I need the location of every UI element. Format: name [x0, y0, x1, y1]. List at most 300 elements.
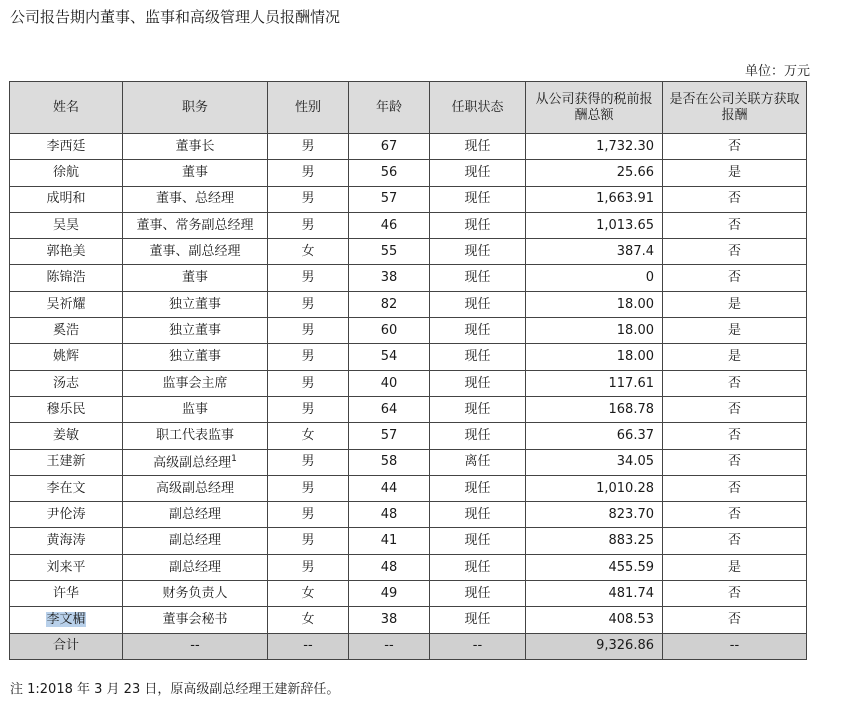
cell-age: [349, 239, 430, 265]
cell-position: [123, 239, 268, 265]
cell-name-text: 成明和: [46, 191, 86, 207]
cell-pay-text: 387.4: [616, 244, 654, 260]
cell-sex-text: 男: [301, 217, 315, 233]
cell-age: [349, 134, 430, 160]
cell-name-text: 吴祈耀: [46, 296, 86, 312]
cell-status-text: 现任: [464, 480, 491, 496]
cell-age-text: 60: [380, 322, 398, 338]
table-row: [10, 502, 807, 528]
cell-pay-text: 34.05: [616, 454, 654, 470]
cell-pay: [526, 265, 663, 291]
cell-name-text: 徐航: [52, 165, 79, 181]
table-header-row: [10, 82, 807, 134]
table-body: [10, 134, 807, 660]
cell-position: [123, 396, 268, 422]
cell-pay: [526, 212, 663, 238]
cell-pay: [526, 528, 663, 554]
cell-sex-text: 男: [301, 191, 315, 207]
cell-position-text: 董事会秘书: [162, 612, 228, 628]
cell-status-text: --: [472, 638, 483, 654]
cell-sex-text: 男: [301, 138, 315, 154]
cell-age: [349, 212, 430, 238]
cell-age: [349, 475, 430, 501]
cell-age-text: 48: [380, 507, 398, 522]
cell-name-text: 李文楣: [46, 612, 86, 628]
cell-age: [349, 396, 430, 422]
cell-related-text: 是: [727, 165, 741, 181]
table-row: [10, 528, 807, 554]
cell-position-text: 董事、总经理: [155, 191, 234, 207]
cell-name: [10, 554, 123, 580]
cell-position: [123, 449, 268, 475]
cell-pay: [526, 134, 663, 160]
cell-status-text: 现任: [464, 507, 491, 522]
cell-pay: [526, 318, 663, 344]
cell-position: [123, 291, 268, 317]
cell-age: [349, 423, 430, 449]
cell-name-text: 李西廷: [46, 138, 86, 154]
cell-status: [430, 160, 526, 186]
cell-age-text: 67: [380, 138, 398, 154]
cell-sex: [268, 449, 349, 475]
cell-related-text: 是: [727, 322, 741, 338]
cell-status: [430, 581, 526, 607]
cell-age-text: 46: [380, 217, 398, 233]
cell-related-text: --: [729, 638, 740, 654]
cell-sex: [268, 396, 349, 422]
cell-sex-text: 男: [301, 454, 315, 470]
cell-status: [430, 449, 526, 475]
cell-position: [123, 318, 268, 344]
cell-position: [123, 160, 268, 186]
cell-sex-text: 女: [301, 428, 315, 444]
cell-name: [10, 607, 123, 633]
cell-status: [430, 134, 526, 160]
cell-pay-text: 18.00: [616, 296, 654, 312]
cell-status: [430, 554, 526, 580]
cell-pay: [526, 160, 663, 186]
cell-related: [663, 633, 807, 659]
cell-pay-text: 168.78: [608, 401, 654, 417]
cell-pay-text: 1,013.65: [596, 217, 654, 233]
cell-position-text: 监事会主席: [162, 375, 228, 391]
cell-pay-text: 25.66: [616, 165, 654, 181]
page-title: 公司报告期内董事、监事和高级管理人员报酬情况: [10, 8, 341, 26]
cell-pay: [526, 186, 663, 212]
table-row: [10, 344, 807, 370]
table-row: [10, 475, 807, 501]
table-row: [10, 581, 807, 607]
table-row: [10, 370, 807, 396]
cell-pay: [526, 423, 663, 449]
cell-position-text: 高级副总经理: [155, 480, 234, 496]
cell-sex: [268, 344, 349, 370]
cell-name-text: 合计: [52, 638, 79, 654]
cell-related-text: 否: [727, 191, 741, 207]
cell-status-text: 现任: [464, 244, 491, 260]
cell-position: [123, 633, 268, 659]
cell-status: [430, 396, 526, 422]
cell-pay-text: 823.70: [608, 507, 654, 522]
cell-sex-text: 男: [301, 533, 315, 549]
cell-related-text: 否: [727, 507, 741, 522]
cell-pay: [526, 370, 663, 396]
cell-age: [349, 528, 430, 554]
cell-status-text: 现任: [464, 138, 491, 154]
cell-pay-text: 18.00: [616, 349, 654, 365]
cell-related: [663, 291, 807, 317]
cell-related: [663, 423, 807, 449]
cell-related: [663, 344, 807, 370]
cell-status-text: 现任: [464, 270, 491, 286]
cell-position: [123, 370, 268, 396]
cell-sex: [268, 502, 349, 528]
cell-position: [123, 528, 268, 554]
cell-age: [349, 291, 430, 317]
cell-name-text: 王建新: [46, 454, 86, 470]
cell-name-text: 吴昊: [52, 217, 79, 233]
cell-age-text: 41: [380, 533, 398, 549]
cell-age-text: 58: [380, 454, 398, 470]
cell-related-text: 是: [727, 559, 741, 575]
cell-sex-text: 女: [301, 585, 315, 601]
cell-age: [349, 449, 430, 475]
cell-position-text: 副总经理: [168, 533, 221, 549]
cell-name: [10, 581, 123, 607]
cell-position-text: 职工代表监事: [155, 428, 234, 444]
cell-status-text: 现任: [464, 533, 491, 549]
cell-related-text: 否: [727, 217, 741, 233]
cell-related: [663, 528, 807, 554]
cell-name-text: 尹伦涛: [46, 507, 86, 522]
cell-sex-text: 男: [301, 349, 315, 365]
cell-status: [430, 186, 526, 212]
cell-related: [663, 134, 807, 160]
cell-name: [10, 502, 123, 528]
cell-age: [349, 581, 430, 607]
cell-age-text: 44: [380, 480, 398, 496]
cell-status-text: 现任: [464, 165, 491, 181]
cell-sex: [268, 134, 349, 160]
cell-name-text: 陈锦浩: [46, 270, 86, 286]
cell-position: [123, 554, 268, 580]
cell-age-text: 48: [380, 559, 398, 575]
cell-age: [349, 633, 430, 659]
cell-related: [663, 212, 807, 238]
cell-position: [123, 607, 268, 633]
cell-sex: [268, 581, 349, 607]
table-row: [10, 291, 807, 317]
cell-age-text: 57: [380, 191, 398, 207]
cell-related: [663, 265, 807, 291]
cell-related-text: 否: [727, 533, 741, 549]
header-pay: 从公司获得的税前报酬总额: [526, 82, 663, 134]
cell-name-text: 奚浩: [52, 322, 79, 338]
cell-name-text: 姜敏: [52, 428, 79, 444]
cell-related: [663, 554, 807, 580]
header-sex: 性别: [268, 82, 349, 134]
cell-status-text: 现任: [464, 559, 491, 575]
cell-position-text: 董事长: [175, 138, 215, 154]
cell-sex: [268, 212, 349, 238]
cell-name: [10, 160, 123, 186]
cell-age-text: 54: [380, 349, 398, 365]
cell-pay-text: 1,732.30: [596, 138, 654, 154]
cell-status: [430, 423, 526, 449]
table-row: [10, 449, 807, 475]
cell-related-text: 是: [727, 349, 741, 365]
cell-related: [663, 370, 807, 396]
cell-status: [430, 607, 526, 633]
cell-name-text: 黄海涛: [46, 533, 86, 549]
cell-age-text: 40: [380, 375, 398, 391]
header-status: 任职状态: [430, 82, 526, 134]
header-related: 是否在公司关联方获取报酬: [663, 82, 807, 134]
cell-age: [349, 344, 430, 370]
unit-label: 单位：万元: [744, 64, 810, 79]
cell-name: [10, 528, 123, 554]
table-row: [10, 607, 807, 633]
cell-position-text: 董事、副总经理: [149, 244, 241, 260]
cell-pay-text: 883.25: [608, 533, 654, 549]
cell-related-text: 否: [727, 244, 741, 260]
cell-related-text: 否: [727, 138, 741, 154]
cell-name: [10, 318, 123, 344]
cell-name-text: 李在文: [46, 480, 86, 496]
table-row: [10, 212, 807, 238]
header-age: 年龄: [349, 82, 430, 134]
cell-pay: [526, 344, 663, 370]
cell-status-text: 现任: [464, 585, 491, 601]
cell-sex-text: 男: [301, 507, 315, 522]
cell-age-text: --: [384, 638, 394, 654]
cell-position: [123, 212, 268, 238]
cell-age: [349, 186, 430, 212]
cell-age: [349, 160, 430, 186]
cell-pay: [526, 291, 663, 317]
cell-name-text: 郭艳美: [46, 244, 86, 260]
table-row: [10, 186, 807, 212]
cell-pay-text: 1,010.28: [596, 480, 654, 496]
cell-pay-text: 66.37: [616, 428, 654, 444]
cell-status: [430, 291, 526, 317]
cell-related: [663, 318, 807, 344]
cell-name: [10, 239, 123, 265]
cell-pay-text: 117.61: [608, 375, 654, 391]
cell-name: [10, 134, 123, 160]
cell-sex: [268, 239, 349, 265]
cell-related: [663, 396, 807, 422]
cell-sex-text: 男: [301, 375, 315, 391]
cell-sex-text: 男: [301, 480, 315, 496]
cell-pay-text: 455.59: [608, 559, 654, 575]
cell-position: [123, 502, 268, 528]
cell-related-text: 是: [727, 296, 741, 312]
cell-related-text: 否: [727, 480, 741, 496]
cell-position: [123, 265, 268, 291]
cell-pay-text: 481.74: [608, 585, 654, 601]
cell-status-text: 现任: [464, 401, 491, 417]
table-row: [10, 134, 807, 160]
cell-position-text: 董事: [181, 165, 208, 181]
cell-position: [123, 475, 268, 501]
cell-status: [430, 502, 526, 528]
cell-status: [430, 633, 526, 659]
cell-related: [663, 502, 807, 528]
cell-position: [123, 344, 268, 370]
cell-position-text: --: [190, 638, 200, 654]
cell-sex: [268, 186, 349, 212]
cell-sex: [268, 607, 349, 633]
table-row: [10, 265, 807, 291]
cell-related-text: 否: [727, 428, 741, 444]
cell-position-text: 独立董事: [168, 349, 221, 365]
cell-status: [430, 212, 526, 238]
cell-age-text: 38: [380, 612, 398, 628]
cell-related: [663, 607, 807, 633]
cell-sex: [268, 554, 349, 580]
table-total-row: [10, 633, 807, 659]
cell-sex: [268, 475, 349, 501]
cell-position-text: 财务负责人: [162, 585, 228, 601]
cell-status: [430, 318, 526, 344]
table-row: [10, 160, 807, 186]
cell-sex-text: 女: [301, 244, 315, 260]
cell-status-text: 现任: [464, 296, 491, 312]
cell-sex-text: 男: [301, 296, 315, 312]
cell-pay-text: 408.53: [608, 612, 654, 628]
cell-age-text: 82: [380, 296, 398, 312]
cell-age-text: 57: [380, 428, 398, 444]
cell-pay-text: 0: [645, 270, 654, 286]
cell-sex: [268, 291, 349, 317]
table-row: [10, 318, 807, 344]
cell-status: [430, 370, 526, 396]
cell-related-text: 否: [727, 612, 741, 628]
footnote: 注 1:2018 年 3 月 23 日，原高级副总经理王建新辞任。: [10, 682, 340, 697]
cell-name: [10, 475, 123, 501]
cell-sex-text: --: [303, 638, 313, 654]
cell-sex-text: 男: [301, 270, 315, 286]
cell-pay-text: 18.00: [616, 322, 654, 338]
cell-name: [10, 265, 123, 291]
cell-pay: [526, 581, 663, 607]
cell-status-text: 离任: [464, 454, 491, 470]
cell-name: [10, 423, 123, 449]
cell-name-text: 姚辉: [52, 349, 79, 365]
cell-related-text: 否: [727, 401, 741, 417]
cell-age-text: 64: [380, 401, 398, 417]
cell-pay: [526, 449, 663, 475]
cell-name: [10, 396, 123, 422]
table-row: [10, 396, 807, 422]
cell-status-text: 现任: [464, 375, 491, 391]
cell-age-text: 56: [380, 165, 398, 181]
cell-status: [430, 265, 526, 291]
cell-status: [430, 528, 526, 554]
cell-related: [663, 475, 807, 501]
cell-sex-text: 男: [301, 401, 315, 417]
cell-position-text: 副总经理: [168, 507, 221, 522]
cell-related-text: 否: [727, 270, 741, 286]
cell-age: [349, 554, 430, 580]
cell-pay: [526, 554, 663, 580]
cell-status-text: 现任: [464, 191, 491, 207]
cell-related-text: 否: [727, 375, 741, 391]
table-row: [10, 554, 807, 580]
cell-position-text: 董事、常务副总经理: [136, 217, 254, 233]
cell-position-text: 副总经理: [168, 559, 221, 575]
cell-status: [430, 239, 526, 265]
cell-status-text: 现任: [464, 217, 491, 233]
cell-sex: [268, 370, 349, 396]
cell-age-text: 38: [380, 270, 398, 286]
cell-related: [663, 581, 807, 607]
cell-name-text: 刘来平: [46, 559, 86, 575]
cell-name: [10, 449, 123, 475]
cell-age: [349, 370, 430, 396]
cell-related-text: 否: [727, 585, 741, 601]
cell-age: [349, 607, 430, 633]
cell-name-text: 穆乐民: [46, 401, 86, 417]
cell-pay-text: 9,326.86: [596, 638, 654, 654]
cell-pay: [526, 475, 663, 501]
cell-pay: [526, 607, 663, 633]
header-position: 职务: [123, 82, 268, 134]
cell-sex: [268, 265, 349, 291]
cell-pay: [526, 502, 663, 528]
cell-sex: [268, 633, 349, 659]
cell-related: [663, 160, 807, 186]
cell-status: [430, 475, 526, 501]
cell-age-text: 55: [380, 244, 398, 260]
cell-sex: [268, 160, 349, 186]
cell-status-text: 现任: [464, 612, 491, 628]
cell-position-text: 监事: [181, 401, 208, 417]
cell-position-text: 高级副总经理: [153, 455, 232, 471]
cell-sex-text: 女: [301, 612, 315, 628]
table-row: [10, 239, 807, 265]
cell-position-text: 独立董事: [168, 322, 221, 338]
cell-name: [10, 633, 123, 659]
header-name: 姓名: [10, 82, 123, 134]
cell-position: [123, 423, 268, 449]
cell-sex: [268, 528, 349, 554]
cell-age: [349, 502, 430, 528]
cell-related: [663, 186, 807, 212]
cell-status-text: 现任: [464, 349, 491, 365]
cell-name: [10, 212, 123, 238]
cell-status: [430, 344, 526, 370]
cell-position-text: 董事: [181, 270, 208, 286]
table-row: [10, 423, 807, 449]
cell-pay: [526, 239, 663, 265]
cell-position: [123, 134, 268, 160]
cell-sex-text: 男: [301, 559, 315, 575]
cell-status-text: 现任: [464, 322, 491, 338]
cell-related-text: 否: [727, 454, 741, 470]
cell-name: [10, 370, 123, 396]
cell-position-text: 独立董事: [168, 296, 221, 312]
compensation-table: [9, 81, 807, 660]
cell-related: [663, 239, 807, 265]
cell-related: [663, 449, 807, 475]
cell-age: [349, 318, 430, 344]
footnote-marker: 1: [231, 453, 237, 464]
cell-position: [123, 581, 268, 607]
cell-age-text: 49: [380, 585, 398, 601]
cell-pay-text: 1,663.91: [596, 191, 654, 207]
